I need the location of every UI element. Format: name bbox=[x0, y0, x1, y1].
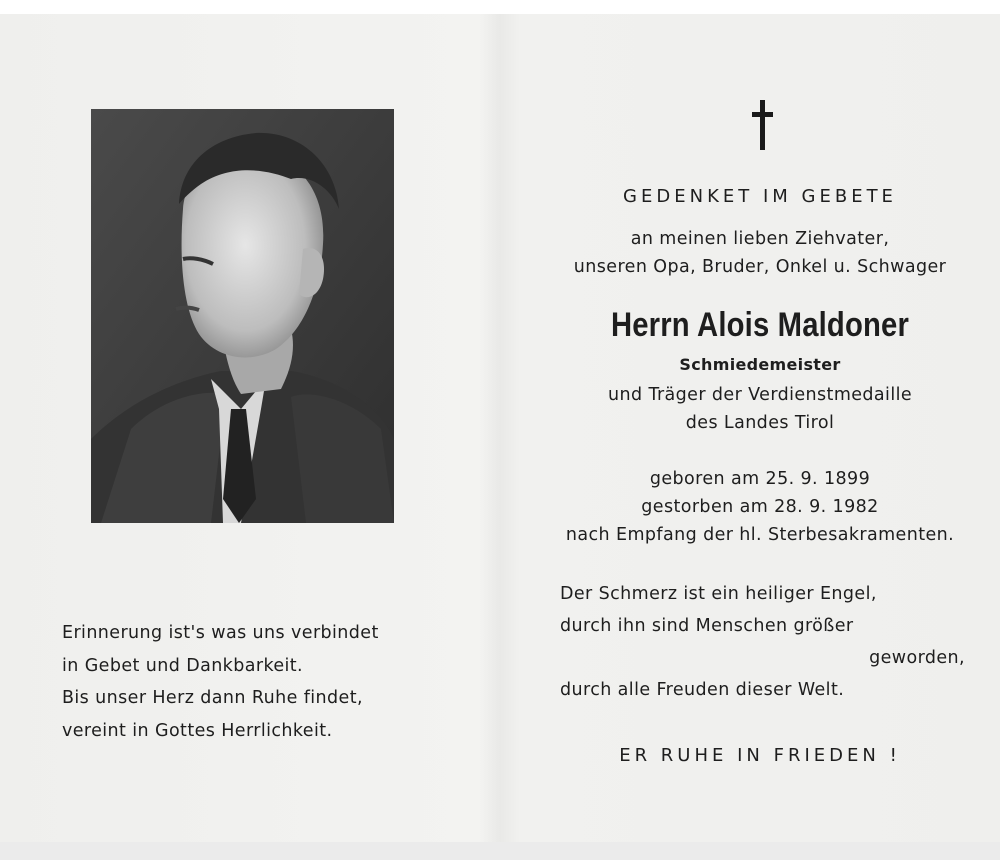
portrait-photo bbox=[91, 109, 394, 523]
poem-line: Der Schmerz ist ein heiliger Engel, bbox=[560, 584, 877, 604]
death-date: gestorben am 28. 9. 1982 bbox=[641, 497, 879, 517]
cross-icon bbox=[750, 100, 776, 150]
intro-line: an meinen lieben Ziehvater, bbox=[630, 229, 890, 249]
poem-line: Erinnerung ist's was uns verbindet bbox=[62, 623, 379, 643]
heading: GEDENKET IM GEBETE bbox=[623, 186, 897, 207]
scan-edge bbox=[0, 842, 1000, 860]
poem-line: in Gebet und Dankbarkeit. bbox=[62, 655, 304, 676]
poem-line: durch ihn sind Menschen größer bbox=[560, 616, 854, 636]
sacrament-line: nach Empfang der hl. Sterbesakramenten. bbox=[565, 525, 955, 545]
left-poem bbox=[62, 617, 462, 747]
birth-date: geboren am 25. 9. 1899 bbox=[649, 469, 871, 489]
poem-line: geworden, bbox=[869, 648, 965, 668]
poem-line: Bis unser Herz dann Ruhe findet, bbox=[62, 688, 363, 708]
closing-line: ER RUHE IN FRIEDEN ! bbox=[619, 745, 901, 766]
intro-line: unseren Opa, Bruder, Onkel u. Schwager bbox=[573, 257, 947, 277]
honor-line: des Landes Tirol bbox=[685, 413, 835, 433]
right-poem bbox=[560, 578, 965, 706]
poem-line: durch alle Freuden dieser Welt. bbox=[560, 680, 845, 700]
deceased-name: Herrn Alois Maldoner bbox=[610, 306, 910, 344]
honor-line: und Träger der Verdienstmedaille bbox=[607, 385, 913, 405]
poem-line: vereint in Gottes Herrlichkeit. bbox=[62, 720, 333, 741]
trade-title: Schmiedemeister bbox=[679, 355, 841, 374]
